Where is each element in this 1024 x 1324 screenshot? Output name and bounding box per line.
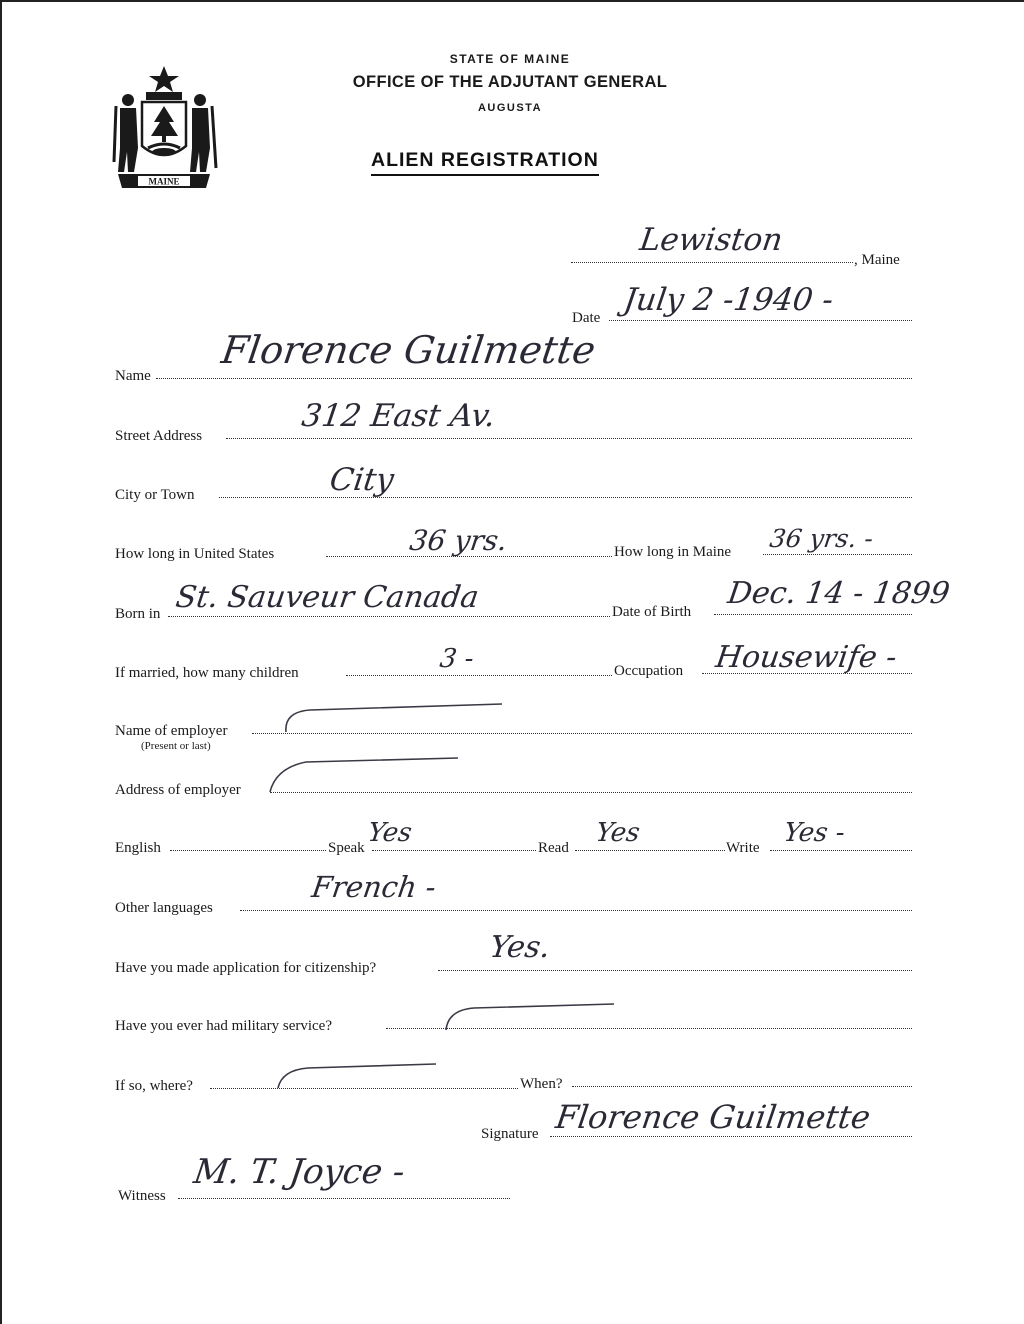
speak-value: Yes bbox=[365, 818, 414, 848]
how-long-maine-line bbox=[763, 554, 912, 555]
english-label: English bbox=[115, 840, 161, 856]
date-of-birth-label: Date of Birth bbox=[612, 604, 692, 620]
write-value: Yes - bbox=[781, 818, 847, 848]
military-service-dash-stroke bbox=[440, 996, 620, 1036]
employer-address-dash-stroke bbox=[266, 750, 466, 796]
born-in-label: Born in bbox=[115, 606, 161, 622]
write-line bbox=[770, 850, 912, 851]
other-languages-line bbox=[240, 910, 912, 911]
city-or-town-value: City bbox=[327, 462, 397, 498]
state-heading: STATE OF MAINE bbox=[449, 52, 571, 66]
street-address-line bbox=[226, 438, 912, 439]
speak-label: Speak bbox=[328, 840, 365, 856]
signature-line bbox=[550, 1136, 912, 1137]
employer-name-dash-stroke bbox=[280, 696, 510, 736]
read-line bbox=[575, 850, 725, 851]
citizenship-application-line bbox=[438, 970, 912, 971]
occupation-value: Housewife - bbox=[713, 640, 899, 675]
when-label: When? bbox=[520, 1076, 563, 1092]
name-value: Florence Guilmette bbox=[218, 328, 599, 372]
employer-name-label: Name of employer bbox=[115, 723, 228, 739]
date-line bbox=[609, 320, 912, 321]
name-label: Name bbox=[115, 368, 151, 384]
office-heading: OFFICE OF THE ADJUTANT GENERAL bbox=[352, 73, 668, 91]
married-children-label: If married, how many children bbox=[115, 665, 299, 681]
how-long-us-label: How long in United States bbox=[115, 546, 275, 562]
other-languages-value: French - bbox=[309, 870, 439, 904]
employer-address-label: Address of employer bbox=[115, 782, 241, 798]
maine-state-seal-icon bbox=[108, 62, 220, 194]
scan-border-top bbox=[0, 0, 1024, 2]
where-dash-stroke bbox=[272, 1058, 442, 1094]
children-value: 3 - bbox=[437, 644, 476, 674]
how-long-maine-label: How long in Maine bbox=[614, 544, 732, 560]
speak-line bbox=[372, 850, 536, 851]
occupation-label: Occupation bbox=[614, 663, 684, 679]
married-children-line bbox=[346, 675, 612, 676]
town-line bbox=[571, 262, 853, 263]
how-long-maine-value: 36 yrs. - bbox=[767, 524, 876, 553]
city-heading: AUGUSTA bbox=[477, 102, 543, 114]
city-or-town-line bbox=[219, 497, 912, 498]
witness-label: Witness bbox=[118, 1188, 166, 1204]
maine-label: , Maine bbox=[854, 252, 900, 268]
other-languages-label: Other languages bbox=[115, 900, 213, 916]
born-in-line bbox=[168, 616, 610, 617]
witness-value: M. T. Joyce - bbox=[191, 1152, 408, 1192]
how-long-us-value: 36 yrs. bbox=[407, 524, 510, 557]
read-value: Yes bbox=[593, 818, 642, 848]
citizenship-application-value: Yes. bbox=[487, 930, 553, 965]
seal-banner-text: MAINE bbox=[148, 176, 180, 187]
write-label: Write bbox=[726, 840, 760, 856]
form-title: ALIEN REGISTRATION bbox=[371, 149, 599, 176]
town-value: Lewiston bbox=[637, 222, 785, 258]
signature-value: Florence Guilmette bbox=[553, 1098, 873, 1136]
witness-line bbox=[178, 1198, 510, 1199]
employer-name-note: (Present or last) bbox=[141, 740, 211, 752]
date-of-birth-line bbox=[714, 614, 912, 615]
citizenship-application-label: Have you made application for citizenship? bbox=[115, 960, 377, 976]
date-label: Date bbox=[572, 310, 601, 326]
english-line bbox=[170, 850, 326, 851]
military-service-label: Have you ever had military service? bbox=[115, 1018, 332, 1034]
name-line bbox=[156, 378, 912, 379]
born-in-value: St. Sauveur Canada bbox=[173, 580, 481, 615]
city-or-town-label: City or Town bbox=[115, 487, 195, 503]
street-address-value: 312 East Av. bbox=[299, 398, 498, 434]
street-address-label: Street Address bbox=[115, 428, 203, 444]
when-line bbox=[572, 1086, 912, 1087]
read-label: Read bbox=[538, 840, 569, 856]
date-value: July 2 -1940 - bbox=[621, 282, 836, 318]
if-so-where-label: If so, where? bbox=[115, 1078, 193, 1094]
signature-label: Signature bbox=[481, 1126, 539, 1142]
date-of-birth-value: Dec. 14 - 1899 bbox=[725, 576, 952, 611]
scan-border-left bbox=[0, 0, 2, 1324]
